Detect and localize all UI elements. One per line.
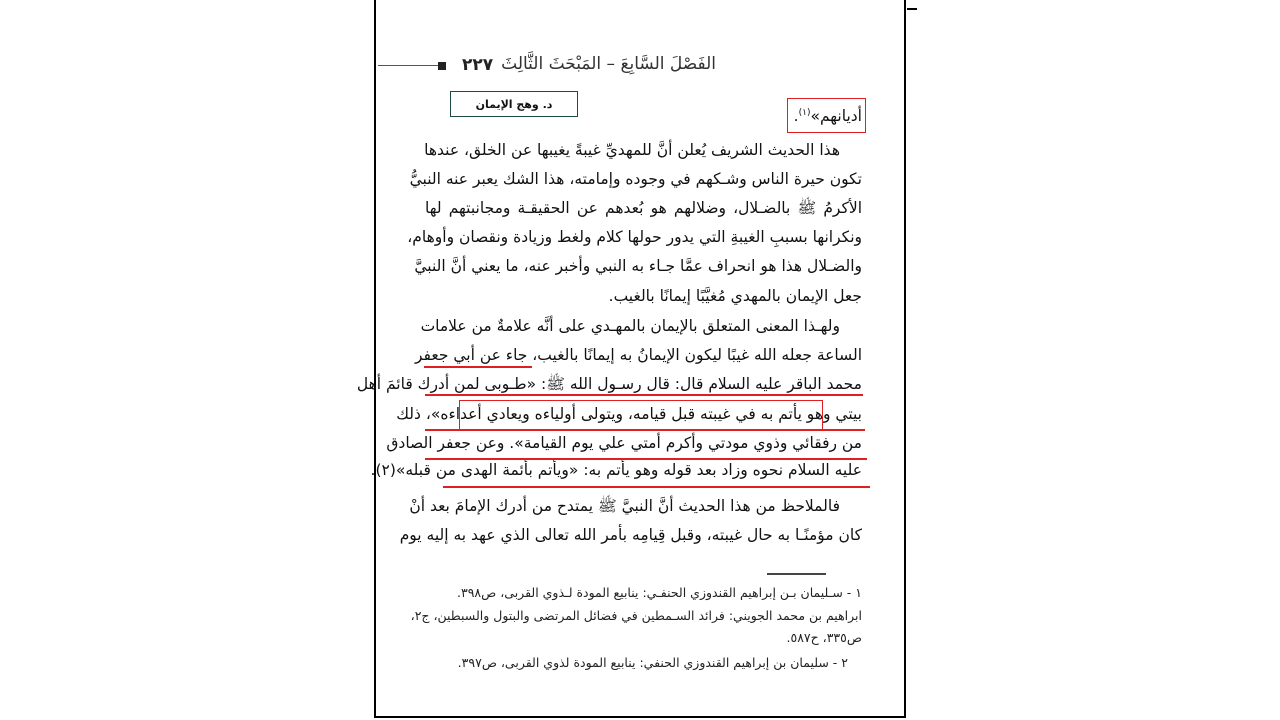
body-line: الساعة جعله الله غيبًا ليكون الإيمانُ به إيمانًا بالغيب، جاء عن أبي جعفر <box>414 346 862 364</box>
body-line: والضـلال هذا هو انحراف عمَّا جـاء به النبي وأخبر عنه، ما يعني أنَّ النبيَّ <box>414 257 862 275</box>
red-underline <box>443 486 870 488</box>
first-word: أديانهم» <box>810 107 862 126</box>
red-underline <box>425 394 863 396</box>
page-number: ٢٢٧ <box>462 55 494 75</box>
footnote-ref: (١) <box>798 108 811 118</box>
body-line: الأكرمُ ﷺ بالضـلال، وضلالهم هو بُعدهم عن الحقيقـة ومجانبتهم لها <box>425 199 862 217</box>
red-underline <box>425 429 865 431</box>
footnote: ابراهيم بن محمد الجويني: فرائد السـمطين في فضائل المرتضى والبتول والسبطين، ج٢، <box>410 608 862 623</box>
footnote: ص٣٣٥، ح٥٨٧. <box>786 630 862 645</box>
red-underline <box>424 366 532 368</box>
header-rule <box>378 65 440 66</box>
footnote: ٢ - سليمان بن إبراهيم القندوزي الحنفي: ينابيع المودة لذوي القربى، ص٣٩٧. <box>457 655 848 670</box>
body-line: ولهـذا المعنى المتعلق بالإيمان بالمهـدي على أنَّه علامةٌ من علامات <box>420 317 840 335</box>
body-line: من رفقائي وذوي مودتي وأكرم أمتي علي يوم القيامة». وعن جعفر الصادق <box>386 434 862 452</box>
red-annotation-box <box>787 98 866 133</box>
body-line: عليه السلام نحوه وزاد بعد قوله وهو يأتم به: «ويأتم بأئمة الهدى من قبله»(٢). <box>370 461 862 479</box>
header-square-icon <box>438 62 446 70</box>
body-line: محمد الباقر عليه السلام قال: قال رسـول الله ﷺ: «طـوبى لمن أدرك قائمَ أهل <box>356 375 862 393</box>
page-corner-mark <box>907 8 917 10</box>
body-line: هذا الحديث الشريف يُعلن أنَّ للمهديِّ غيبةً يغيبها عن الخلق، عندها <box>424 141 840 159</box>
body-line: ونكرانها بسببِ الغيبةِ التي يدور حولها كلام ولغط وزيادة ونقصان وأوهام، <box>407 228 862 246</box>
footnote: ١ - سـليمان بـن إبراهيم القندوزي الحنفـي: ينابيع المودة لـذوي القربى، ص٣٩٨. <box>457 585 862 600</box>
body-line: كان مؤمنًـا به حال غيبته، وقبل قِيامِه بأمر الله تعالى الذي عهد به إليه يوم <box>399 526 862 544</box>
section-label-box <box>450 91 578 117</box>
running-header-title: الفَصْلَ السَّابِعَ – المَبْحَثَ الثَّالِثَ <box>501 54 716 74</box>
first-word-end: . <box>793 107 799 126</box>
red-underline <box>425 458 867 460</box>
red-annotation-box <box>459 400 823 430</box>
section-label: د. وهج الإيمان <box>475 97 553 111</box>
footnote-separator <box>767 573 826 575</box>
body-line: جعل الإيمان بالمهدي مُغيَّبًا إيمانًا بالغيب. <box>608 287 862 305</box>
body-line: تكون حيرة الناس وشـكهم في وجوده وإمامته، هذا الشك يعبر عنه النبيُّ <box>409 170 862 188</box>
body-line: فالملاحظ من هذا الحديث أنَّ النبيَّ ﷺ يمتدح من أدرك الإمامَ بعد أنْ <box>409 497 840 515</box>
body-line: بيتي وهو يأتم به في غيبته قبل قيامه، ويتولى أولياءه ويعادي أعداءه»، ذلك <box>396 405 862 423</box>
